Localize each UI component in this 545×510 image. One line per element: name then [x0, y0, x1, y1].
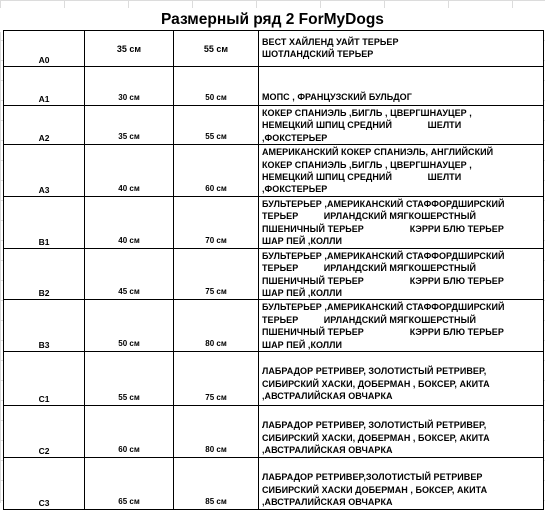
table-row: [4, 106, 544, 145]
size-code-cell[interactable]: A1: [4, 67, 85, 106]
breeds-cell[interactable]: БУЛЬТЕРЬЕР ,АМЕРИКАНСКИЙ СТАФФОРДШИРСКИЙ ТЕРЬЕР ИРЛАНДСКИЙ МЯГКОШЕРСТНЫЙ ПШЕНИЧНЫЙ ТЕРЬЕР КЭРРИ БЛЮ ТЕРЬЕР ШАР ПЕЙ ,КОЛЛИ: [259, 300, 544, 352]
size-code-cell[interactable]: C1: [4, 352, 85, 406]
chest-girth-cell[interactable]: 75 см: [174, 248, 259, 300]
table-row: [4, 248, 544, 300]
table-row: [4, 352, 544, 406]
chest-girth-cell[interactable]: 75 см: [174, 352, 259, 406]
breeds-cell[interactable]: АМЕРИКАНСКИЙ КОКЕР СПАНИЭЛЬ, АНГЛИЙСКИЙ КОКЕР СПАНИЭЛЬ ,БИГЛЬ , ЦВЕРГШНАУЦЕР , НЕМЕЦКИЙ ШПИЦ СРЕДНИЙ ШЕЛТИ ,ФОКСТЕРЬЕР: [259, 145, 544, 197]
size-code-cell[interactable]: B3: [4, 300, 85, 352]
breeds-cell[interactable]: БУЛЬТЕРЬЕР ,АМЕРИКАНСКИЙ СТАФФОРДШИРСКИЙ ТЕРЬЕР ИРЛАНДСКИЙ МЯГКОШЕРСТНЫЙ ПШЕНИЧНЫЙ ТЕРЬЕР КЭРРИ БЛЮ ТЕРЬЕР ШАР ПЕЙ ,КОЛЛИ: [259, 196, 544, 248]
back-length-cell[interactable]: 35 см: [85, 106, 174, 145]
back-length-cell[interactable]: 65 см: [85, 458, 174, 509]
table-row: [4, 145, 544, 197]
chest-girth-cell[interactable]: 80 см: [174, 406, 259, 458]
breeds-cell[interactable]: ВЕСТ ХАЙЛЕНД УАЙТ ТЕРЬЕР ШОТЛАНДСКИЙ ТЕРЬЕР: [259, 31, 544, 67]
chest-girth-cell[interactable]: 50 см: [174, 67, 259, 106]
back-length-cell[interactable]: 55 см: [85, 352, 174, 406]
back-length-cell[interactable]: 60 см: [85, 406, 174, 458]
size-code-cell[interactable]: A0: [4, 31, 85, 67]
size-code-cell[interactable]: A2: [4, 106, 85, 145]
chest-girth-cell[interactable]: 85 см: [174, 458, 259, 509]
breeds-cell[interactable]: ЛАБРАДОР РЕТРИВЕР, ЗОЛОТИСТЫЙ РЕТРИВЕР, СИБИРСКИЙ ХАСКИ, ДОБЕРМАН , БОКСЕР, АКИТА ,АВСТРАЛИЙСКАЯ ОВЧАРКА: [259, 352, 544, 406]
size-code-cell[interactable]: C3: [4, 458, 85, 509]
table-row: [4, 406, 544, 458]
chest-girth-cell[interactable]: 55 см: [174, 106, 259, 145]
back-length-cell[interactable]: 50 см: [85, 300, 174, 352]
size-code-cell[interactable]: B2: [4, 248, 85, 300]
table-row: [4, 458, 544, 509]
size-code-cell[interactable]: A3: [4, 145, 85, 197]
breeds-cell[interactable]: ЛАБРАДОР РЕТРИВЕР, ЗОЛОТИСТЫЙ РЕТРИВЕР, СИБИРСКИЙ ХАСКИ, ДОБЕРМАН , БОКСЕР, АКИТА ,АВСТРАЛИЙСКАЯ ОВЧАРКА: [259, 406, 544, 458]
table-row: [4, 300, 544, 352]
chest-girth-cell[interactable]: 55 см: [174, 31, 259, 67]
back-length-cell[interactable]: 40 см: [85, 196, 174, 248]
size-code-cell[interactable]: B1: [4, 196, 85, 248]
table-row: [4, 196, 544, 248]
chest-girth-cell[interactable]: 60 см: [174, 145, 259, 197]
table-row: [4, 67, 544, 106]
back-length-cell[interactable]: 40 см: [85, 145, 174, 197]
sheet-title: Размерный ряд 2 ForMyDogs: [0, 8, 545, 32]
back-length-cell[interactable]: 35 см: [85, 31, 174, 67]
table-row: [4, 31, 544, 67]
chest-girth-cell[interactable]: 80 см: [174, 300, 259, 352]
breeds-cell[interactable]: МОПС , ФРАНЦУЗСКИЙ БУЛЬДОГ: [259, 67, 544, 106]
breeds-cell[interactable]: БУЛЬТЕРЬЕР ,АМЕРИКАНСКИЙ СТАФФОРДШИРСКИЙ ТЕРЬЕР ИРЛАНДСКИЙ МЯГКОШЕРСТНЫЙ ПШЕНИЧНЫЙ ТЕРЬЕР КЭРРИ БЛЮ ТЕРЬЕР ШАР ПЕЙ ,КОЛЛИ: [259, 248, 544, 300]
size-code-cell[interactable]: C2: [4, 406, 85, 458]
chest-girth-cell[interactable]: 70 см: [174, 196, 259, 248]
size-chart-table: [3, 30, 544, 510]
back-length-cell[interactable]: 30 см: [85, 67, 174, 106]
breeds-cell[interactable]: ЛАБРАДОР РЕТРИВЕР,ЗОЛОТИСТЫЙ РЕТРИВЕР СИБИРСКИЙ ХАСКИ ДОБЕРМАН , БОКСЕР, АКИТА ,АВСТРАЛИЙСКАЯ ОВЧАРКА: [259, 458, 544, 509]
back-length-cell[interactable]: 45 см: [85, 248, 174, 300]
breeds-cell[interactable]: КОКЕР СПАНИЭЛЬ ,БИГЛЬ , ЦВЕРГШНАУЦЕР , НЕМЕЦКИЙ ШПИЦ СРЕДНИЙ ШЕЛТИ ,ФОКСТЕРЬЕР: [259, 106, 544, 145]
